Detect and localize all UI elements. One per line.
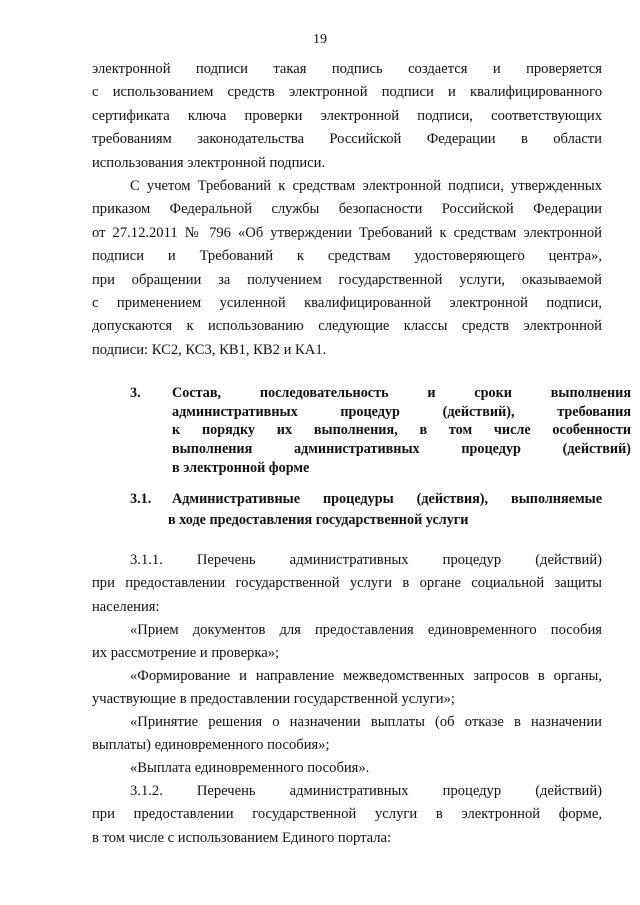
heading-line: к порядку их выполнения, в том числе особенности [172, 422, 631, 439]
section-number: 3.1. [130, 491, 152, 507]
paragraph-requirements [92, 175, 602, 362]
text-line: электронной подписи такая подпись создается и проверяется [92, 61, 602, 77]
text-line: с применением усиленной квалифицированной электронной подписи, [92, 295, 602, 312]
text-line: от 27.12.2011 № 796 «Об утверждении Требований к средствам электронной [92, 224, 602, 241]
procedure-item [92, 757, 602, 780]
section-number: 3. [130, 385, 141, 401]
text-line: «Выплата единовременного пособия». [130, 760, 370, 776]
heading-line: выполнения административных процедур (действий) [172, 441, 631, 458]
text-line: сертификата ключа проверки электронной подписи, соответствующих [92, 107, 602, 124]
text-line: 3.1.1. Перечень административных процедур (действий) [130, 552, 602, 568]
text-line: использования электронной подписи. [92, 154, 326, 171]
text-line: «Принятие решения о назначении выплаты (об отказе в назначении [130, 714, 602, 730]
text-line: при обращении за получением государственной услуги, оказываемой [92, 271, 602, 288]
heading-line: Административные процедуры (действия), выполняемые [172, 491, 602, 507]
text-line: с использованием средств электронной подписи и квалифицированного [92, 84, 602, 101]
text-line: «Формирование и направление межведомственных запросов в органы, [130, 668, 602, 684]
procedure-item [92, 619, 602, 666]
text-line: требованиям законодательства Российской Федерации в области [92, 131, 602, 148]
procedure-item [92, 665, 602, 712]
text-line: С учетом Требований к средствам электронной подписи, утвержденных [130, 178, 602, 194]
item-3-1-2 [92, 780, 602, 850]
text-line: участвующие в предоставлении государственной услуги»; [92, 691, 455, 708]
text-line: 3.1.2. Перечень административных процедур (действий) [130, 783, 602, 799]
heading-line: в электронной форме [172, 459, 310, 476]
procedure-item [92, 711, 602, 758]
text-line: населения: [92, 598, 160, 615]
text-line: допускаются к использованию следующие классы средств электронной [92, 318, 602, 335]
text-line: при предоставлении государственной услуги в органе социальной защиты [92, 575, 602, 592]
paragraph-electronic-signature [92, 58, 602, 175]
text-line: «Прием документов для предоставления единовременного пособия [130, 622, 602, 638]
page-number: 19 [313, 32, 327, 47]
heading-line: Состав, последовательность и сроки выполнения [172, 385, 631, 401]
text-line: приказом Федеральной службы безопасности Российской Федерации [92, 201, 602, 218]
text-line: в том числе с использованием Единого портала: [92, 829, 392, 846]
heading-line: в ходе предоставления государственной услуги [168, 512, 469, 528]
item-3-1-1 [92, 549, 602, 619]
text-line: при предоставлении государственной услуги в электронной форме, [92, 806, 602, 823]
text-line: их рассмотрение и проверка»; [92, 645, 280, 662]
text-line: выплаты) единовременного пособия»; [92, 737, 330, 754]
text-line: подписи: КС2, КС3, КВ1, КВ2 и КА1. [92, 341, 327, 358]
section-title [172, 384, 631, 478]
heading-line: административных процедур (действий), требования [172, 403, 631, 420]
text-line: подписи и Требований к средствам удостоверяющего центра», [92, 248, 602, 265]
